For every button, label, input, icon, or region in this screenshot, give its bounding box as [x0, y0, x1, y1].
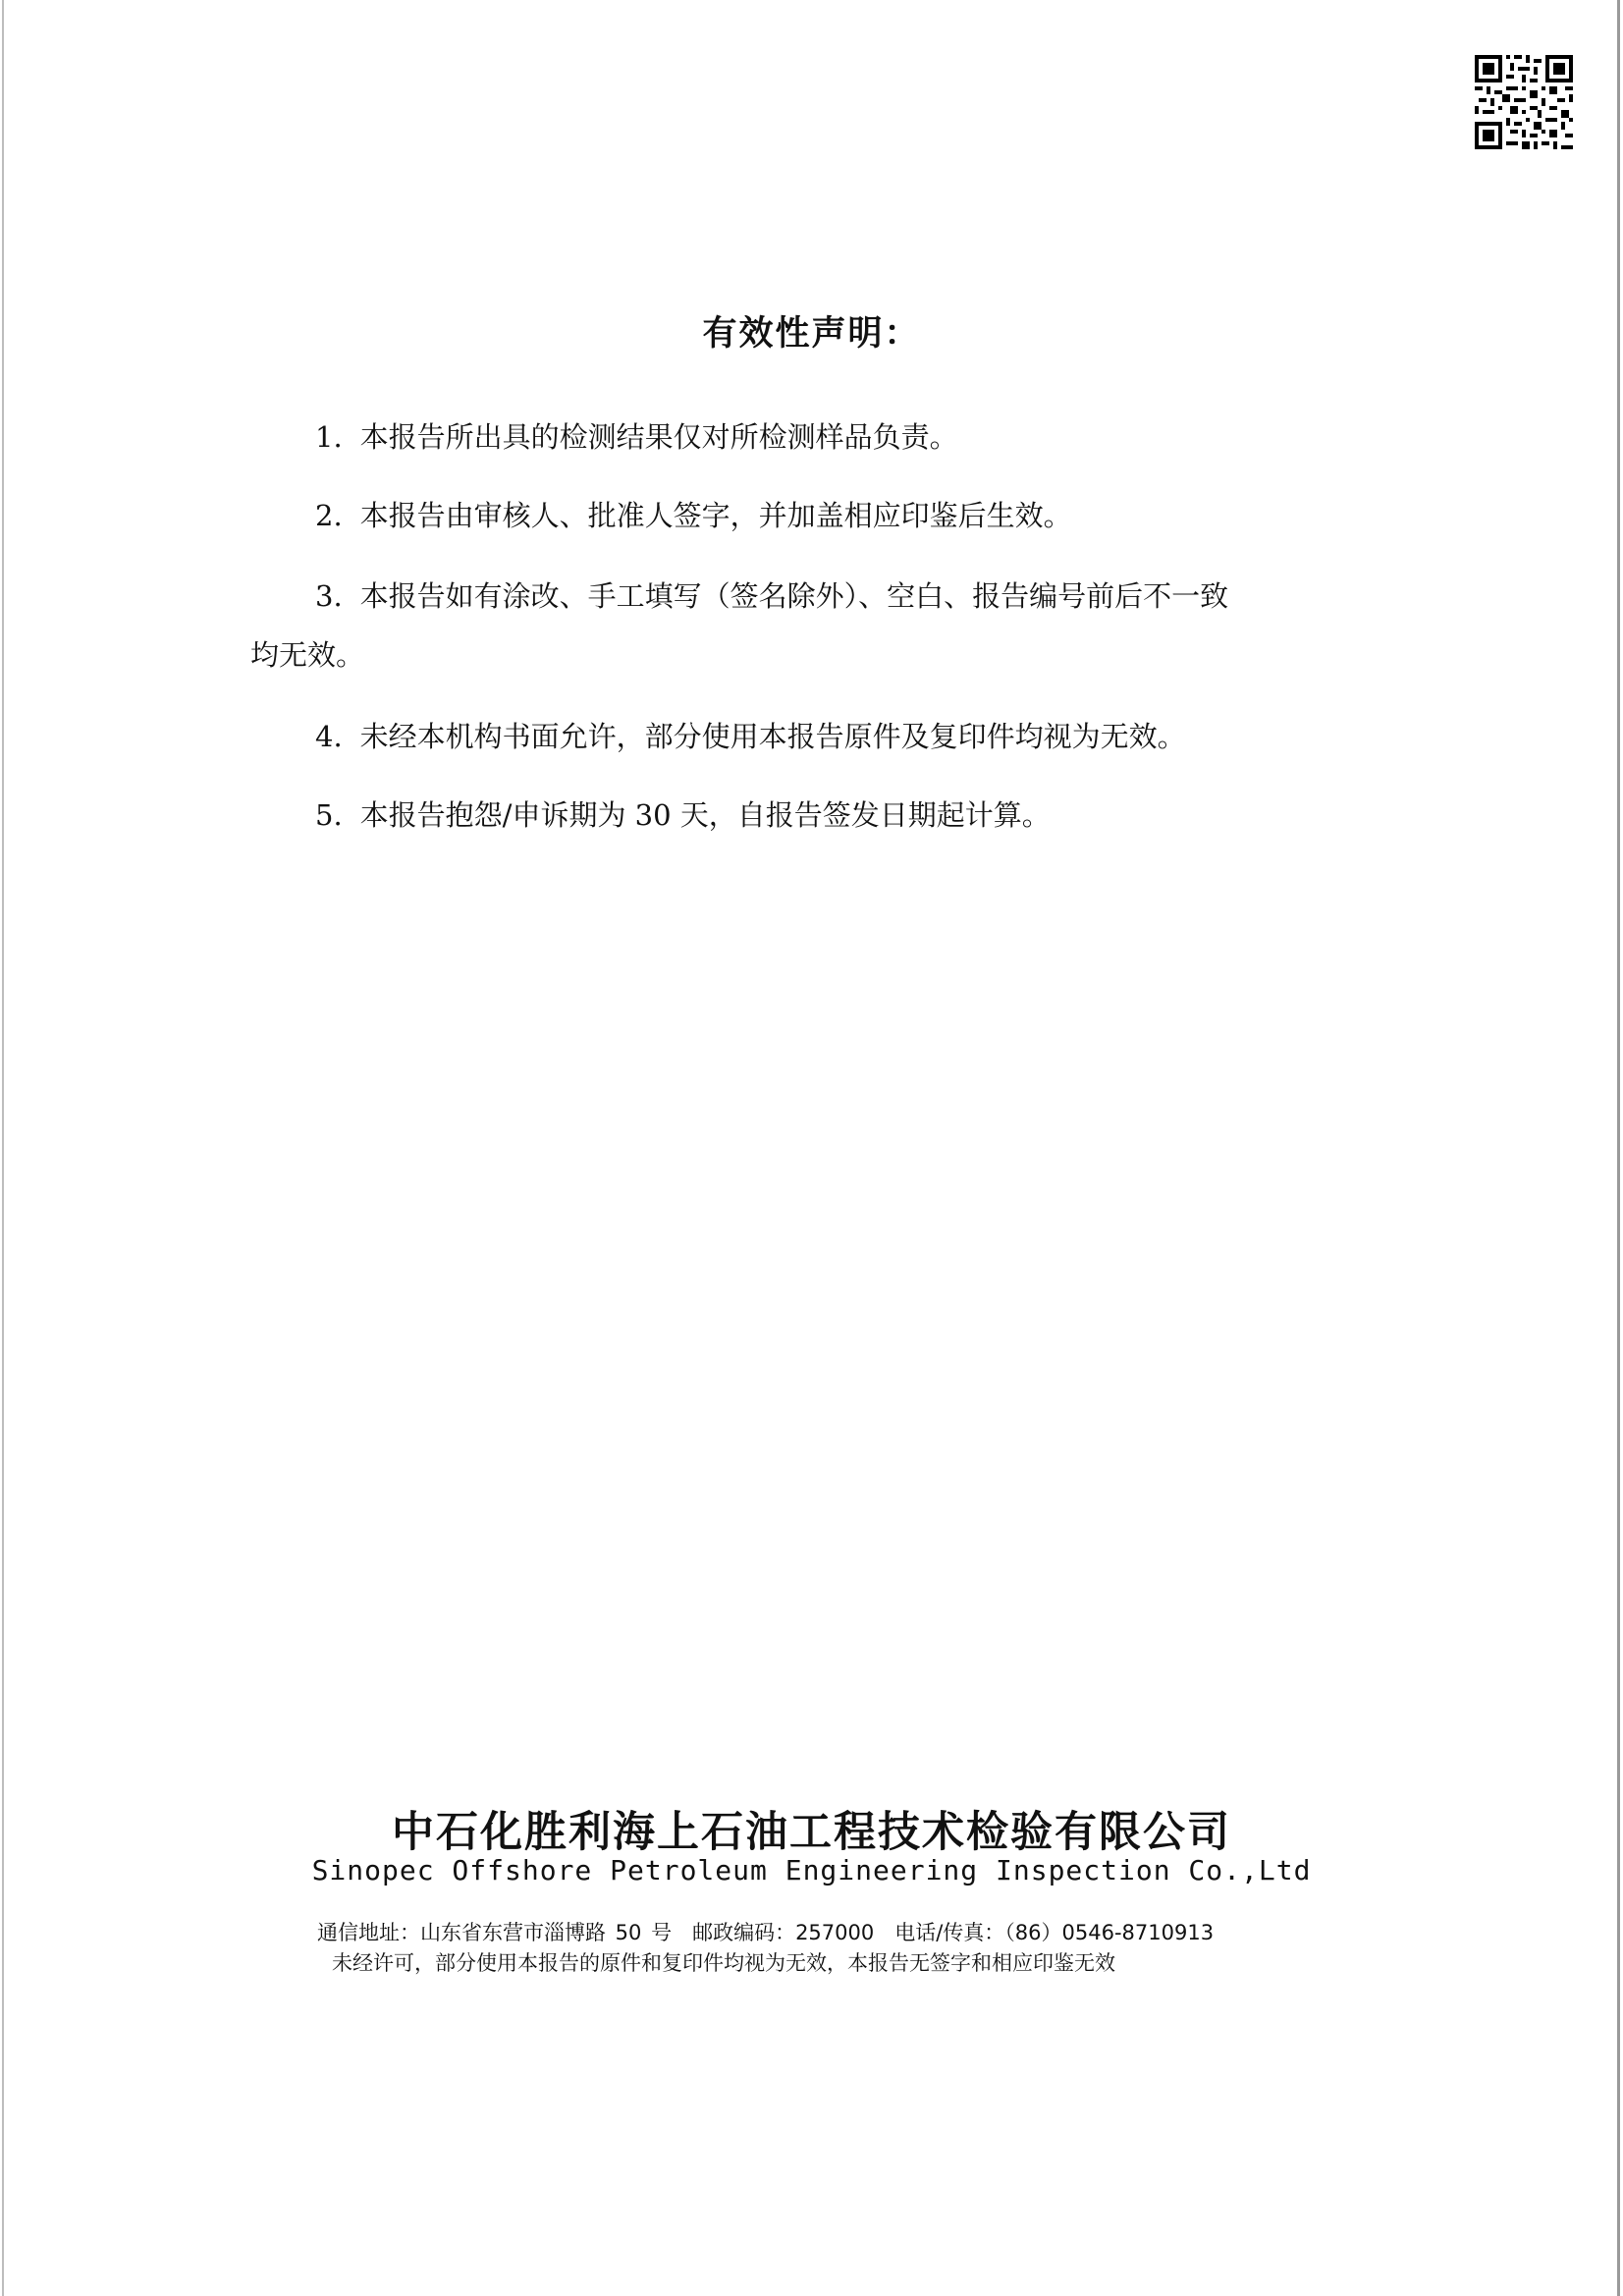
statement-text: 本报告由审核人、批准人签字，并加盖相应印鉴后生效。	[359, 499, 1072, 532]
statement-1	[315, 417, 958, 457]
contact-info: 通信地址：山东省东营市淄博路 50 号 邮政编码：257000 电话/传真：（86）0546-8710913	[317, 1921, 1215, 1944]
statement-text: 本报告抱怨/申诉期为 30 天，自报告签发日期起计算。	[359, 798, 1051, 832]
statement-number: 5.	[315, 798, 343, 832]
qr-code-icon	[1475, 55, 1573, 149]
statement-2	[315, 496, 1072, 535]
statement-number: 3.	[315, 579, 343, 613]
statement-text: 本报告如有涂改、手工填写（签名除外）、空白、报告编号前后不一致	[359, 579, 1229, 613]
statement-text: 本报告所出具的检测结果仅对所检测样品负责。	[359, 420, 958, 454]
statement-number: 4.	[315, 720, 343, 753]
statement-3	[315, 576, 1228, 616]
company-name-chinese: 中石化胜利海上石油工程技术检验有限公司	[392, 1808, 1231, 1857]
statement-3-continuation: 均无效。	[250, 638, 365, 672]
statement-number: 2.	[315, 499, 343, 532]
statement-text: 未经本机构书面允许，部分使用本报告原件及复印件均视为无效。	[359, 720, 1186, 753]
company-name-english: Sinopec Offshore Petroleum Engineering Inspection Co.,Ltd	[311, 1854, 1312, 1886]
statement-4	[315, 717, 1186, 756]
statement-number: 1.	[315, 420, 343, 454]
page-title: 有效性声明：	[702, 314, 921, 354]
statement-5	[315, 795, 1051, 835]
usage-notice: 未经许可，部分使用本报告的原件和复印件均视为无效，本报告无签字和相应印鉴无效	[332, 1951, 1115, 1975]
